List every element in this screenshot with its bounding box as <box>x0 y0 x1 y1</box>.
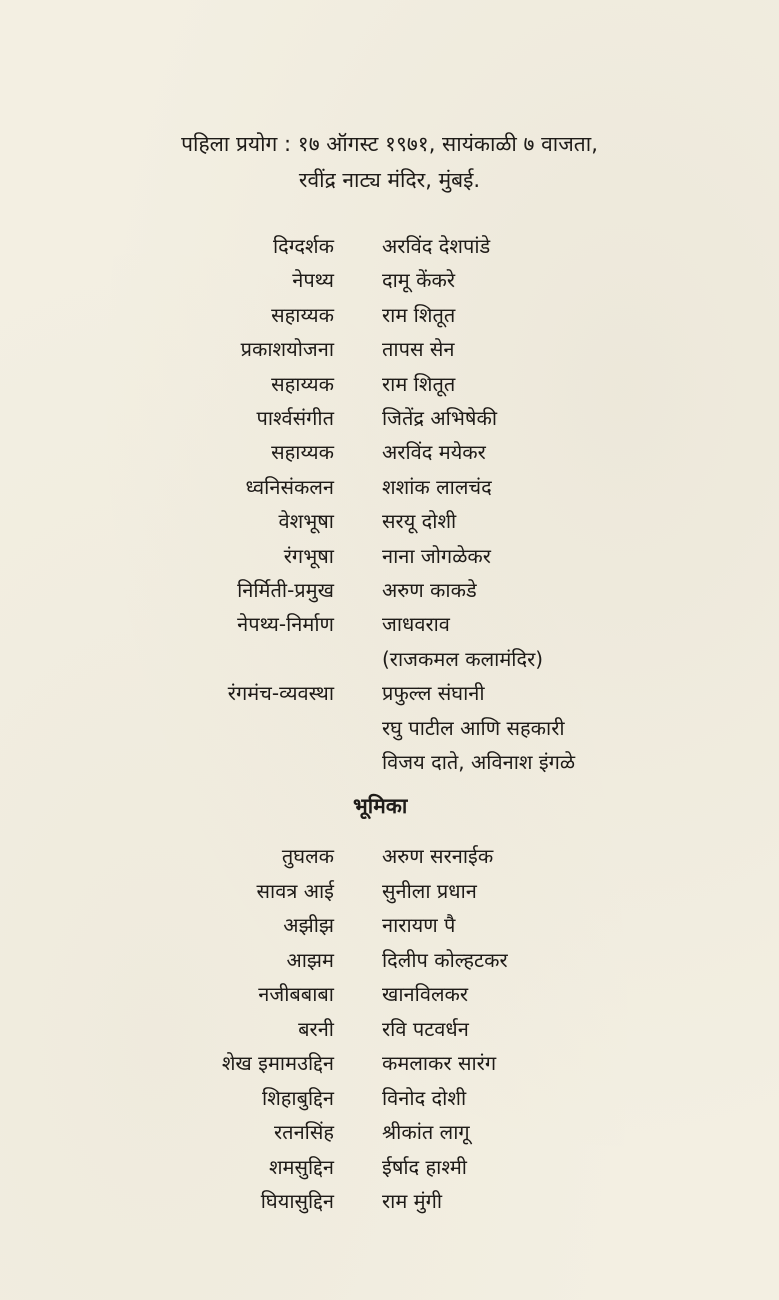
cast-row <box>0 1184 779 1218</box>
cast-row-role: शमसुद्दिन <box>268 1154 334 1179</box>
crew-row-role: रंगभूषा <box>283 543 334 568</box>
premiere-venue-line: रवींद्र नाट्य मंदिर, मुंबई. <box>298 168 481 192</box>
cast-row <box>0 1115 779 1149</box>
premiere-date-line: पहिला प्रयोग : १७ ऑगस्ट १९७१, सायंकाळी ७ वाजता, <box>181 132 598 156</box>
crew-row-person: अरविंद देशपांडे <box>382 234 491 258</box>
crew-row-role: वेशभूषा <box>278 509 334 534</box>
crew-row <box>0 367 779 401</box>
cast-row <box>0 908 779 942</box>
cast-row-role: नजीबबाबा <box>258 982 334 1006</box>
crew-row-person: अरुण काकडे <box>382 578 477 602</box>
cast-row <box>0 1150 779 1184</box>
cast-row-role: तुघलक <box>281 844 334 868</box>
cast-row-person: अरुण सरनाईक <box>382 844 494 868</box>
cast-row-role: सावत्र आई <box>256 878 334 903</box>
cast-row-person: श्रीकांत लागू <box>382 1120 470 1144</box>
crew-row-role: सहाय्यक <box>271 302 334 327</box>
cast-row-role: अझीझ <box>283 913 334 937</box>
cast-row <box>0 839 779 873</box>
cast-row-person: खानविलकर <box>382 982 469 1006</box>
crew-row-person: प्रफुल्ल संघानी <box>382 681 485 706</box>
crew-row <box>0 642 779 676</box>
crew-row <box>0 711 779 745</box>
cast-row-person: विनोद दोशी <box>382 1085 467 1110</box>
cast-row-role: शिहाबुद्दिन <box>262 1085 334 1110</box>
crew-row-person: राम शितूत <box>382 302 456 327</box>
crew-row-person: दामू केंकरे <box>382 268 456 293</box>
crew-row-person: विजय दाते, अविनाश इंगळे <box>382 750 576 774</box>
crew-row-person: रघु पाटील आणि सहकारी <box>382 715 565 740</box>
crew-row-role: रंगमंच-व्यवस्था <box>227 681 334 706</box>
crew-row-role: सहाय्यक <box>271 440 334 465</box>
crew-row <box>0 401 779 435</box>
cast-row-person: राम मुंगी <box>382 1189 443 1213</box>
cast-row <box>0 977 779 1011</box>
crew-row-person: सरयू दोशी <box>382 509 457 534</box>
crew-row <box>0 504 779 538</box>
cast-row-person: ईर्षाद हाश्मी <box>382 1154 467 1179</box>
crew-row <box>0 470 779 504</box>
crew-row-role: प्रकाशयोजना <box>240 337 334 362</box>
crew-row-person: जितेंद्र अभिषेकी <box>382 406 498 430</box>
crew-row-person: नाना जोगळेकर <box>382 543 491 568</box>
cast-row <box>0 1081 779 1115</box>
crew-row <box>0 676 779 710</box>
cast-row-role: शेख इमामउद्दिन <box>221 1051 334 1075</box>
cast-row-role: घियासुद्दिन <box>260 1189 334 1213</box>
crew-row-person: अरविंद मयेकर <box>382 440 486 465</box>
premiere-info <box>0 126 779 198</box>
crew-row-role: पार्श्वसंगीत <box>256 406 334 430</box>
crew-row <box>0 745 779 779</box>
crew-row-role: नेपथ्य-निर्माण <box>237 612 334 637</box>
cast-row-role: बरनी <box>298 1016 334 1041</box>
crew-row-role: सहाय्यक <box>271 371 334 396</box>
cast-row <box>0 1046 779 1080</box>
crew-row-person: जाधवराव <box>382 612 450 637</box>
crew-row-person: राम शितूत <box>382 371 456 396</box>
crew-row-person: शशांक लालचंद <box>382 474 492 499</box>
cast-row-person: रवि पटवर्धन <box>382 1016 469 1041</box>
crew-row-person: तापस सेन <box>382 337 455 362</box>
cast-row-person: कमलाकर सारंग <box>382 1051 497 1075</box>
crew-row <box>0 229 779 263</box>
crew-row-role: नेपथ्य <box>292 268 334 293</box>
cast-heading: भूमिका <box>353 794 408 818</box>
crew-row <box>0 573 779 607</box>
cast-row-role: आझम <box>286 947 334 972</box>
crew-row <box>0 298 779 332</box>
crew-row-person: (राजकमल कलामंदिर) <box>382 646 544 671</box>
crew-row <box>0 435 779 469</box>
crew-row <box>0 332 779 366</box>
crew-row <box>0 607 779 641</box>
cast-row <box>0 1012 779 1046</box>
cast-row <box>0 874 779 908</box>
cast-row-role: रतनसिंह <box>274 1120 334 1144</box>
crew-row-role: निर्मिती-प्रमुख <box>237 578 334 602</box>
cast-row-person: नारायण पै <box>382 913 456 937</box>
cast-row-person: दिलीप कोल्हटकर <box>382 947 508 972</box>
cast-row-person: सुनीला प्रधान <box>382 878 477 903</box>
cast-row <box>0 943 779 977</box>
crew-row-role: ध्वनिसंकलन <box>245 474 334 499</box>
crew-row <box>0 539 779 573</box>
crew-row <box>0 263 779 297</box>
crew-row-role: दिग्दर्शक <box>273 234 334 258</box>
